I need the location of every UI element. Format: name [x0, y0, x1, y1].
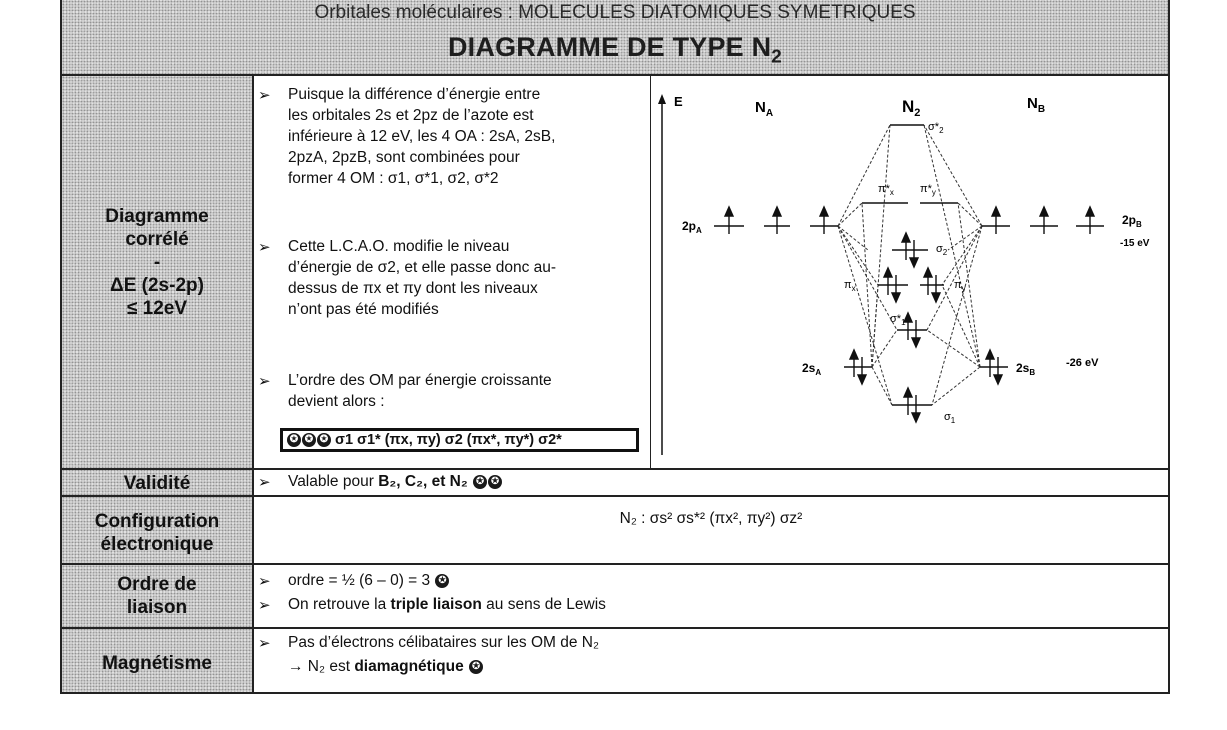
bullet-marker: ➢ — [258, 597, 271, 614]
energy-2s: -26 eV — [1066, 357, 1099, 369]
star-icon: ✪ — [473, 475, 487, 489]
label-piy: $\pi_y$ — [954, 279, 966, 293]
validite-label: Validité — [123, 473, 191, 494]
column-label-n2: $N_2$ — [902, 97, 921, 119]
label-sigma2-star: $\sigma*_2$ — [928, 121, 944, 135]
correlation-lines — [838, 125, 982, 405]
energy-axis-label: E — [674, 94, 683, 109]
magnetisme-label: Magnétisme — [102, 653, 212, 674]
row-divider — [62, 563, 1168, 565]
row-divider — [62, 495, 1168, 497]
star-icon: ✪ — [469, 660, 483, 674]
label-2pB: $2p_B$ — [1122, 213, 1142, 229]
bullet-marker: ➢ — [258, 474, 271, 491]
label-2pA: $2p_A$ — [682, 219, 702, 235]
bullet1-text: Puisque la différence d’énergie entre les orbitales 2s et 2pz de l’azote est inférieure à 12 eV, les 4 OA : 2sA, 2sB, 2pzA, 2pzB, sont combinées pour former 4 OM : σ1, σ*1, σ2, σ*2 — [288, 86, 556, 187]
label-sigma1: $\sigma_1$ — [944, 411, 956, 425]
magnetisme-line1: Pas d’électrons célibataires sur les OM de N₂ — [288, 634, 599, 651]
header-subtitle: DIAGRAMME DE TYPE $N_2$ — [447, 32, 783, 68]
bullet3-text: L’ordre des OM par énergie croissante devient alors : — [288, 372, 552, 410]
electron-arrows — [725, 207, 1094, 422]
star-icon: ✪ — [488, 475, 502, 489]
label-pix: $\pi_x$ — [844, 279, 856, 293]
validite-text: Valable pour B₂, C₂, et N₂ ✪ ✪ — [288, 471, 502, 492]
configuration-text: N₂ : σs² σs*² (πx², πy²) σz² — [619, 510, 803, 527]
mo-diagram — [62, 0, 1168, 470]
bullet-marker: ➢ — [258, 373, 271, 390]
energy-order-text: σ1 σ1* (πx, πy) σ2 (πx*, πy*) σ2* — [335, 432, 562, 448]
label-2sA: $2s_A$ — [802, 361, 822, 377]
label-piy-star: $\pi*_y$ — [920, 183, 936, 197]
energy-axis-arrow — [658, 94, 666, 104]
diagram-row-label: Diagramme corrélé - ΔE (2s-2p) ≤ 12eV — [105, 206, 209, 319]
label-2sB: $2s_B$ — [1016, 361, 1036, 377]
bullet2-text: Cette L.C.A.O. modifie le niveau d’énergie de σ2, et elle passe donc au- dessus de πx et πy dont les niveaux n’ont pas été modifiés — [288, 238, 557, 318]
mo-summary-sheet — [60, 0, 1170, 694]
label-pix-star: $\pi*_x$ — [878, 183, 894, 197]
bullet-marker: ➢ — [258, 87, 271, 104]
column-label-na: $N_A$ — [755, 99, 774, 119]
magnetisme-line2: → N₂ est diamagnétique ✪ — [288, 656, 483, 677]
star-icon: ✪ — [435, 574, 449, 588]
configuration-label: Configuration électronique — [94, 511, 220, 555]
header-title: Orbitales moléculaires : MOLECULES DIATOMIQUES SYMETRIQUES — [314, 2, 916, 23]
ordre-label: Ordre de liaison — [117, 574, 197, 618]
column-label-nb: $N_B$ — [1027, 95, 1046, 115]
label-sigma1-star: $\sigma*_1$ — [890, 313, 906, 327]
energy-2p: -15 eV — [1120, 238, 1150, 249]
bullet-marker: ➢ — [258, 573, 271, 590]
ordre-line2: On retrouve la triple liaison au sens de Lewis — [288, 596, 606, 613]
star-icon: ✪ — [317, 433, 331, 447]
star-icon: ✪ — [287, 433, 301, 447]
bullet-marker: ➢ — [258, 239, 271, 256]
bullet-marker: ➢ — [258, 635, 271, 652]
star-icon: ✪ — [302, 433, 316, 447]
label-sigma2: $\sigma_2$ — [936, 243, 948, 257]
ordre-line1: ordre = ½ (6 – 0) = 3 ✪ — [288, 570, 449, 591]
row-divider — [62, 627, 1168, 629]
